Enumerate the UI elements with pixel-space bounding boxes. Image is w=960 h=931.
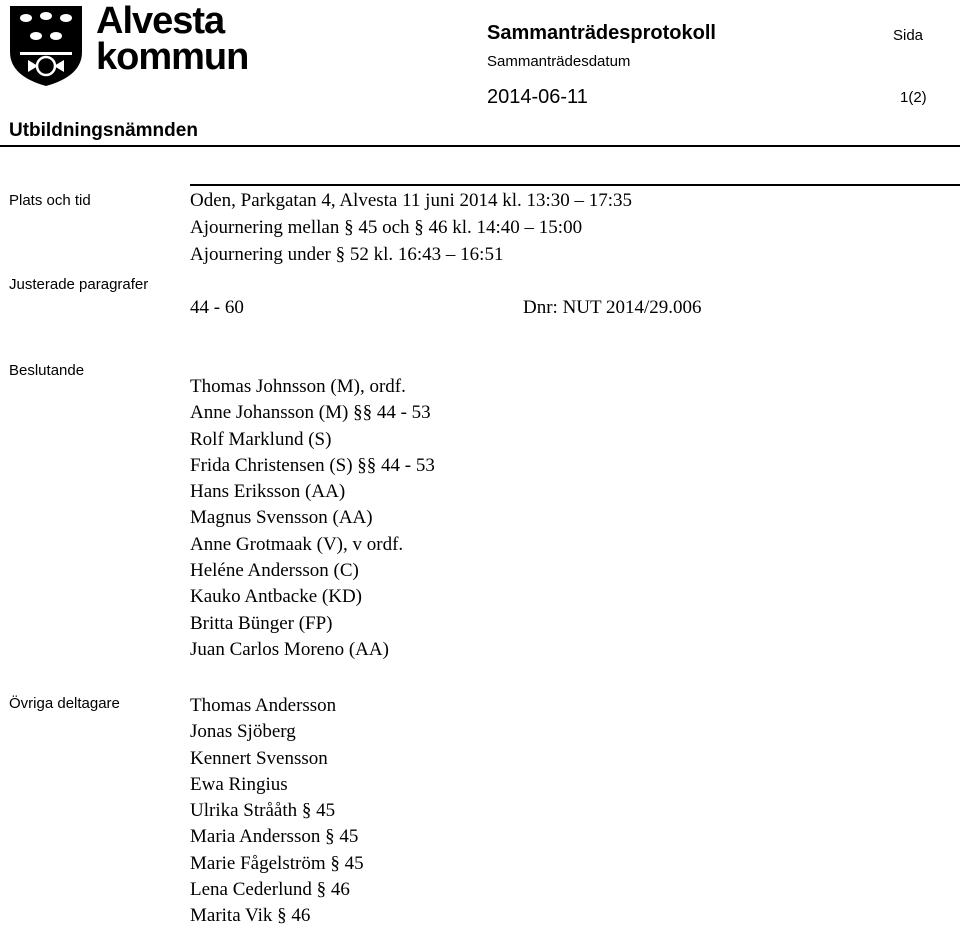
- logo-text-kommun: kommun: [96, 36, 249, 78]
- list-item: Marita Vik § 46: [190, 905, 311, 927]
- list-item: Marie Fågelström § 45: [190, 852, 364, 874]
- list-item: Juan Carlos Moreno (AA): [190, 638, 389, 660]
- place-time-line-2: Ajournering mellan § 45 och § 46 kl. 14:40 – 15:00: [190, 217, 583, 238]
- list-item: Rolf Marklund (S): [190, 428, 332, 450]
- deciding-label: Beslutande: [9, 362, 85, 379]
- list-item: Heléne Andersson (C): [190, 560, 359, 582]
- list-item: Anne Johansson (M) §§ 44 - 53: [190, 402, 431, 424]
- list-item: Hans Eriksson (AA): [190, 481, 346, 503]
- list-item: Lena Cederlund § 46: [190, 879, 350, 901]
- committee-name: Utbildningsnämnden: [9, 120, 198, 141]
- list-item: Frida Christensen (S) §§ 44 - 53: [190, 454, 435, 476]
- page-number: 1(2): [900, 89, 927, 106]
- other-participants-list: [190, 693, 364, 930]
- list-item: Thomas Johnsson (M), ordf.: [190, 376, 406, 397]
- list-item: Magnus Svensson (AA): [190, 507, 373, 529]
- list-item: Kauko Antbacke (KD): [190, 586, 363, 608]
- case-number: Dnr: NUT 2014/29.006: [523, 297, 702, 318]
- list-item: Thomas Andersson: [190, 695, 337, 716]
- document-title: Sammanträdesprotokoll: [487, 22, 716, 44]
- meeting-date-label: Sammanträdesdatum: [487, 53, 631, 70]
- place-time-line-3: Ajournering under § 52 kl. 16:43 – 16:51: [190, 244, 504, 265]
- deciding-members-list: [190, 374, 435, 663]
- list-item: Kennert Svensson: [190, 747, 328, 769]
- page-label: Sida: [893, 27, 924, 44]
- list-item: Ulrika Strååth § 45: [190, 800, 336, 822]
- others-label: Övriga deltagare: [9, 695, 120, 712]
- paragraphs-value: 44 - 60: [190, 297, 244, 318]
- place-time-label: Plats och tid: [9, 192, 91, 209]
- list-item: Anne Grotmaak (V), v ordf.: [190, 533, 404, 555]
- meeting-date: 2014-06-11: [487, 86, 588, 108]
- list-item: Britta Bünger (FP): [190, 612, 333, 634]
- list-item: Maria Andersson § 45: [190, 826, 359, 848]
- list-item: Jonas Sjöberg: [190, 721, 296, 743]
- list-item: Ewa Ringius: [190, 773, 288, 795]
- logo-text-alvesta: Alvesta: [96, 0, 225, 42]
- header-divider: [0, 145, 960, 147]
- place-time-line-1: Oden, Parkgatan 4, Alvesta 11 juni 2014 kl. 13:30 – 17:35: [190, 190, 633, 211]
- paragraphs-label: Justerade paragrafer: [9, 276, 149, 293]
- content-divider: [190, 184, 960, 186]
